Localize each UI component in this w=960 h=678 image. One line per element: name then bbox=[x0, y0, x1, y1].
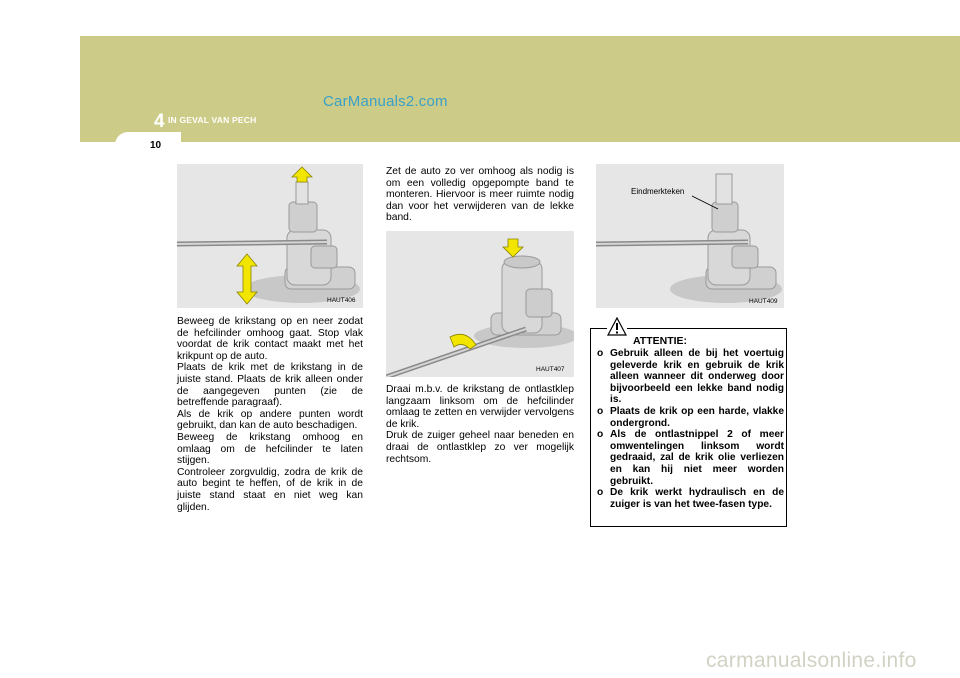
arrow-down-icon bbox=[503, 239, 523, 257]
list-item bbox=[597, 429, 784, 487]
column-2-top-text bbox=[386, 166, 574, 224]
warning-title: ATTENTIE: bbox=[633, 335, 688, 347]
paragraph: Als de krik op andere punten wordt gebruikt, dan kan de auto beschadigen. bbox=[177, 408, 363, 432]
arrow-up-icon bbox=[292, 167, 312, 182]
warning-box bbox=[590, 328, 787, 527]
figure-code: HAUT407 bbox=[536, 366, 565, 373]
warning-item-text: De krik werkt hydraulisch en de zuiger is van het twee-fasen type. bbox=[610, 487, 784, 510]
figure-jack-release bbox=[386, 231, 574, 377]
warning-item-text: Als de ontlastnippel 2 of meer omwentelingen linksom wordt gedraaid, zal de krik olie verliezen en kan hij niet meer worden gebruikt. bbox=[610, 429, 784, 487]
bullet: o bbox=[597, 429, 604, 441]
paragraph: Zet de auto zo ver omhoog als nodig is om een volledig opgepompte band te monteren. Hiervoor is meer ruimte nodig dan voor het verwijderen van de lekke band. bbox=[386, 166, 574, 224]
bullet: o bbox=[597, 405, 604, 417]
warning-list bbox=[597, 348, 784, 510]
warning-item-text: Plaats de krik op een harde, vlakke ondergrond. bbox=[610, 405, 784, 429]
end-mark-label: Eindmerkteken bbox=[631, 187, 685, 196]
bullet: o bbox=[597, 348, 604, 359]
list-item bbox=[597, 406, 784, 429]
chapter-title: IN GEVAL VAN PECH bbox=[168, 115, 257, 125]
figure-jack-raise bbox=[177, 164, 363, 308]
jack-illustration bbox=[177, 164, 363, 308]
list-item bbox=[597, 487, 784, 510]
page-number: 10 bbox=[150, 140, 162, 151]
warning-triangle-icon bbox=[607, 317, 627, 336]
column-1-text bbox=[177, 316, 363, 513]
column-2-text bbox=[386, 384, 574, 465]
watermark-top[interactable]: CarManuals2.com bbox=[323, 93, 448, 110]
jack-release-illustration bbox=[386, 231, 574, 377]
watermark-bottom[interactable]: carmanualsonline.info bbox=[706, 649, 917, 672]
paragraph: Beweeg de krikstang op en neer zodat de hefcilinder omhoog gaat. Stop vlak voordat de krik contact maakt met het krikpunt op de auto. bbox=[177, 316, 363, 362]
paragraph: Beweeg de krikstang omhoog en omlaag om de hefcilinder te laten stijgen. bbox=[177, 431, 363, 467]
bullet: o bbox=[597, 487, 604, 499]
paragraph: Plaats de krik met de krikstang in de juiste stand. Plaats de krik alleen onder de aangegeven punten (zie de betreffende paragraaf). bbox=[177, 362, 363, 409]
paragraph: Druk de zuiger geheel naar beneden en draai de ontlastklep zo ver mogelijk rechtsom. bbox=[386, 430, 574, 465]
jack-mark-illustration bbox=[596, 164, 784, 308]
figure-code: HAUT406 bbox=[327, 297, 356, 304]
list-item bbox=[597, 348, 784, 406]
figure-jack-end-mark bbox=[596, 164, 784, 308]
header-band bbox=[80, 36, 960, 142]
warning-item-text: Gebruik alleen de bij het voertuig geleverde krik en gebruik de krik alleen wanneer dit onderweg door bijvoorbeeld een lekke band nodig is. bbox=[610, 348, 784, 406]
rotate-arrow-icon bbox=[450, 334, 476, 349]
paragraph: Controleer zorgvuldig, zodra de krik de auto begint te heffen, of de krik in de juiste stand staat en niet weg kan glijden. bbox=[177, 466, 363, 513]
chapter-number: 4 bbox=[154, 111, 165, 132]
paragraph: Draai m.b.v. de krikstang de ontlastklep langzaam linksom om de hefcilinder omlaag te zetten en verwijder vervolgens de krik. bbox=[386, 384, 574, 430]
figure-code: HAUT409 bbox=[749, 298, 778, 305]
page-tab bbox=[115, 132, 181, 158]
